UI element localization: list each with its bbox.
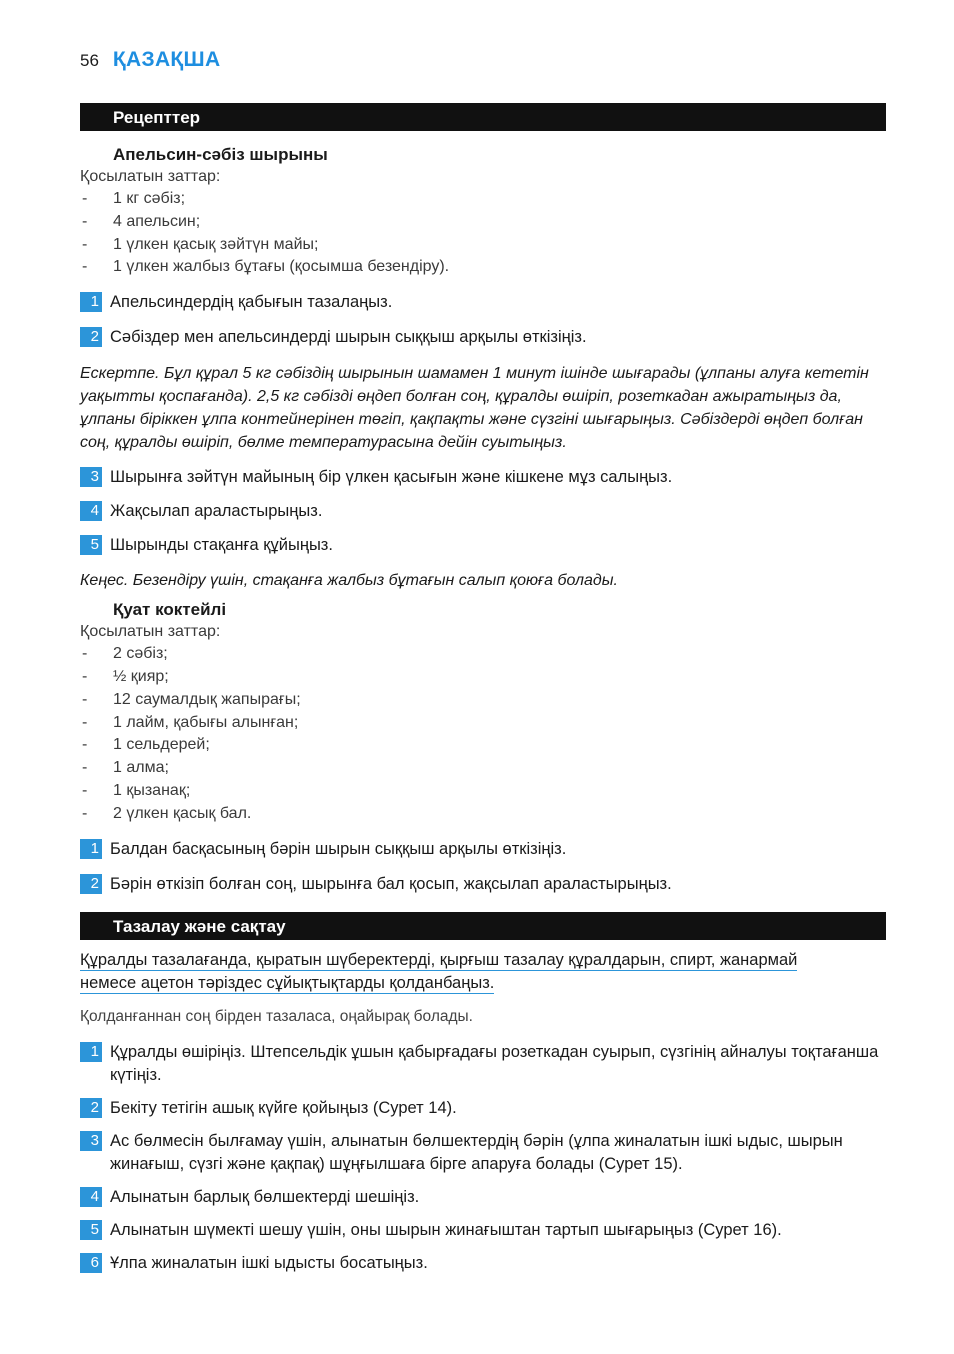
page-header [80,48,220,74]
step-number: 3 [80,467,102,487]
list-item: - 1 үлкен қасық зәйтүн майы; [82,235,319,253]
step [80,1097,886,1120]
list-item: - 4 апельсин; [82,212,201,230]
step [80,873,886,896]
list-item: - 1 алма; [82,759,169,777]
step-number: 1 [80,839,102,859]
step-text: Ұлпа жиналатын ішкі ыдысты босатыңыз. [110,1253,428,1272]
step [80,1252,886,1275]
step [80,534,886,557]
step [80,1219,886,1242]
recipe-title: Қуат коктейлі [113,600,227,620]
list-item: - 12 саумалдық жапырағы; [82,690,301,708]
warning-text [80,949,886,995]
intro-text: Қолданғаннан соң бірден тазаласа, оңайырақ болады. [80,1007,473,1025]
step-number: 5 [80,1220,102,1240]
step-text: Балдан басқасының бәрін шырын сыққыш арқылы өткізіңіз. [110,839,567,858]
ingredient-list [80,643,886,825]
ingredient-list [80,188,886,279]
step-number: 4 [80,501,102,521]
step-number: 4 [80,1187,102,1207]
step [80,291,886,314]
step-text: Алынатын шүмекті шешу үшін, оны шырын жинағыштан тартып шығарыңыз (Сурет 16). [110,1220,782,1239]
step [80,500,886,523]
step-text: Бекіту тетігін ашық күйге қойыңыз (Сурет 14). [110,1098,457,1117]
step [80,1130,886,1176]
list-item: - 1 сельдерей; [82,736,210,754]
step-text: Сәбіздер мен апельсиндерді шырын сыққыш арқылы өткізіңіз. [110,328,587,347]
step-text: Құралды өшіріңіз. Штепсельдік ұшын қабырғадағы розеткадан суырып, сүзгінің айналуы тоқтағанша күтіңіз. [110,1042,879,1084]
list-item: - 1 лайм, қабығы алынған; [82,713,299,731]
step-number: 1 [80,1042,102,1062]
step-text: Апельсиндердің қабығын тазалаңыз. [110,293,393,312]
ingredients-label: Қосылатын заттар: [80,623,221,641]
step-text: Шырынға зәйтүн майының бір үлкен қасығын және кішкене мұз салыңыз. [110,468,673,487]
step-text: Жақсылап араластырыңыз. [110,502,323,521]
list-item: - 1 кг сәбіз; [82,190,186,207]
recipe-title: Апельсин-сәбіз шырыны [113,145,328,164]
step [80,1041,886,1087]
step-number: 2 [80,327,102,347]
step-text: Бәрін өткізіп болған соң, шырынға бал қосып, жақсылап араластырыңыз. [110,874,672,893]
section-header-recipes: Рецепттер [80,103,886,131]
step-number: 1 [80,292,102,312]
ingredients-label: Қосылатын заттар: [80,168,221,185]
tip: Кеңес. Безендіру үшін, стақанға жалбыз бұтағын салып қоюға болады. [80,572,618,590]
step [80,1186,886,1209]
list-item: - 1 үлкен жалбыз бұтағы (қосымша безендіру). [82,258,450,276]
note: Ескертпе. Бұл құрал 5 кг сәбіздің шырынын шамамен 1 минут ішінде шығарады (ұлпаны алуға кететін уақытты қоспағанда). 2,5 кг сәбізді өңдеп болған соң, құралды өшіріп, розеткадан ажыратыңыз да, ұлпаны біріккен ұлпа контейнерінен төгіп, қақпақты және сүзгіні шығарыңыз. Сәбіздерді өңдеп болған соң, құралды өшіріп, бөлме температурасына дейін суытыңыз. [80,365,869,452]
warning-line: немесе ацетон тәріздес сұйықтықтарды қолданбаңыз. [80,973,495,992]
warning-line: Құралды тазалағанда, қыратын шүберектерді, қырғыш тазалау құралдарын, спирт, жанармай [80,950,798,969]
step-text: Алынатын барлық бөлшектерді шешіңіз. [110,1187,420,1206]
language-title: ҚАЗАҚША [112,48,221,71]
list-item: - 2 сәбіз; [82,645,168,663]
step [80,838,886,861]
step-number: 2 [80,1098,102,1118]
section-header-cleaning: Тазалау және сақтау [80,912,886,940]
page-number: 56 [80,51,99,70]
list-item: - 1 қызанақ; [82,781,191,799]
step-text: Ас бөлмесін былғамау үшін, алынатын бөлшектердің бәрін (ұлпа жиналатын ішкі ыдыс, шырын жинағыш, сүзгі және қақпақ) шұңғылшаға бірге апаруға болады (Сурет 15). [110,1131,843,1173]
step-number: 6 [80,1253,102,1273]
list-item: - ½ қияр; [82,667,169,685]
step [80,466,886,489]
step [80,326,886,349]
step-number: 3 [80,1131,102,1151]
step-text: Шырынды стақанға құйыңыз. [110,536,333,555]
list-item: - 2 үлкен қасық бал. [82,804,252,822]
step-number: 2 [80,874,102,894]
page-content [80,103,886,1275]
step-number: 5 [80,535,102,555]
